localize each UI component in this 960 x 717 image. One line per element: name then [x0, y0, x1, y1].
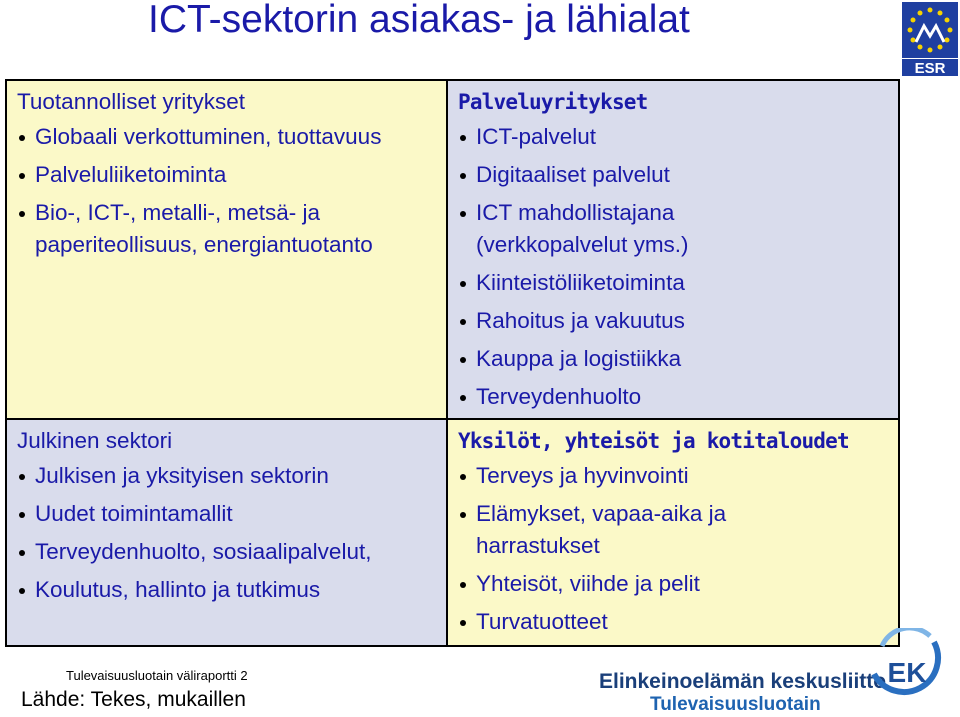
list-item: Digitaaliset palvelut	[458, 159, 890, 191]
list-item: Kiinteistöliiketoiminta	[458, 267, 890, 299]
ek-logo	[868, 628, 946, 710]
list-item: Rahoitus ja vakuutus	[458, 305, 890, 337]
org-subtitle: Tulevaisuusluotain	[650, 694, 821, 715]
list-item: ICT mahdollistajana (verkkopalvelut yms.)	[458, 197, 890, 261]
svg-text:ESR: ESR	[914, 60, 946, 76]
panel-production-companies	[5, 79, 448, 420]
page-title: ICT-sektorin asiakas- ja lähialat	[148, 0, 690, 41]
list-item: Turvatuotteet	[458, 606, 890, 638]
source-label: Lähde: Tekes, mukaillen	[21, 688, 246, 711]
list-item: Terveydenhuolto, sosiaalipalvelut,	[17, 536, 438, 568]
list-item: Bio-, ICT-, metalli-, metsä- ja paperiteollisuus, energiantuotanto	[17, 197, 438, 261]
panel-heading: Yksilöt, yhteisöt ja kotitaloudet	[458, 429, 849, 453]
list-item: Elämykset, vapaa-aika ja harrastukset	[458, 498, 890, 562]
list-item: Terveys ja hyvinvointi	[458, 460, 890, 492]
panel-public-sector	[5, 418, 448, 647]
panel-individuals-households	[446, 418, 900, 647]
list-item: Kauppa ja logistiikka	[458, 343, 890, 375]
esr-logo	[902, 2, 958, 76]
list-item: Koulutus, hallinto ja tutkimus	[17, 574, 438, 606]
panel-heading: Julkinen sektori	[17, 428, 173, 453]
svg-text:EK: EK	[887, 657, 927, 688]
panel-heading: Palveluyritykset	[458, 90, 648, 114]
panel-service-companies	[446, 79, 900, 420]
report-label: Tulevaisuusluotain väliraportti 2	[66, 668, 248, 683]
list-item: Terveydenhuolto	[458, 381, 890, 413]
panel-heading: Tuotannolliset yritykset	[17, 89, 246, 114]
list-item: Palveluliiketoiminta	[17, 159, 438, 191]
org-name: Elinkeinoelämän keskusliitto	[599, 670, 887, 693]
list-item: Julkisen ja yksityisen sektorin	[17, 460, 438, 492]
list-item: ICT-palvelut	[458, 121, 890, 153]
list-item: Yhteisöt, viihde ja pelit	[458, 568, 890, 600]
list-item: Uudet toimintamallit	[17, 498, 438, 530]
list-item: Globaali verkottuminen, tuottavuus	[17, 121, 438, 153]
